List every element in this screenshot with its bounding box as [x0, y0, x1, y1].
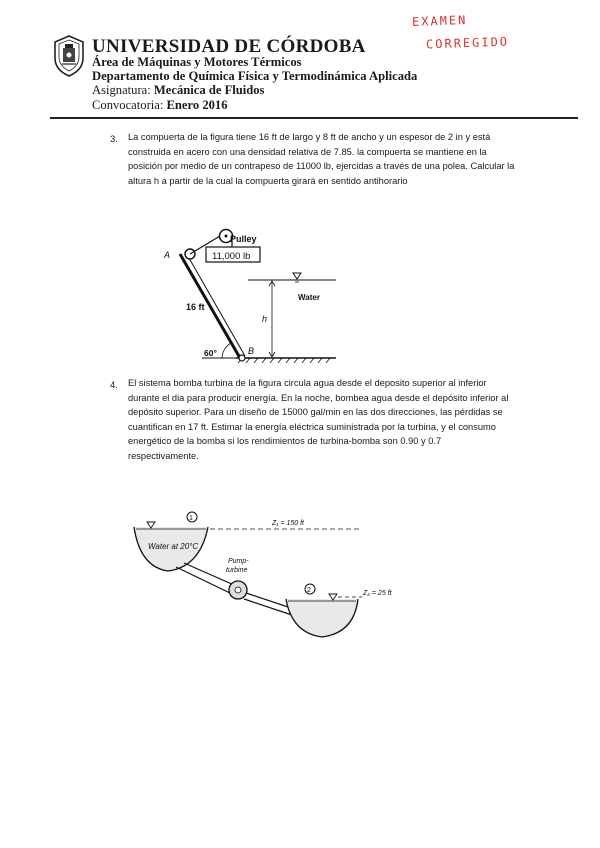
- height-label: h: [262, 314, 268, 324]
- stamp-corregido: CORREGIDO: [425, 34, 510, 52]
- water-temp-label: Water at 20°C: [148, 542, 199, 551]
- university-logo: [52, 34, 86, 78]
- z2-label: Z₂ = 25 ft: [363, 590, 392, 597]
- point-b-label: B: [248, 346, 255, 356]
- z1-label: Z₁ = 150 ft: [272, 520, 304, 527]
- call-value: Enero 2016: [166, 98, 228, 112]
- stamp-examen: EXAMEN: [411, 13, 468, 29]
- length-label: 16 ft: [186, 302, 205, 312]
- q4-line: energético de la bomba si los rendimientos de turbina-bomba son 0.90 y 0.7: [128, 436, 442, 447]
- question-4-number: 4.: [110, 380, 118, 391]
- weight-label: 11,000 lb: [212, 251, 251, 262]
- angle-label: 60°: [204, 348, 217, 358]
- pulley-label: Pulley: [230, 234, 257, 244]
- pump-label-line2: turbine: [226, 567, 248, 574]
- q4-line: depósito superior. Para un diseño de 15000 gal/min en las dos direcciones, las pérdidas se: [128, 407, 503, 418]
- q4-line: El sistema bomba turbina de la figura circula agua desde el deposito superior al inferior: [128, 378, 487, 388]
- header-rule: [50, 117, 578, 119]
- q3-line: La compuerta de la figura tiene 16 ft de largo y 8 ft de ancho y un espesor de 2 in y está: [128, 132, 491, 142]
- call-line: [92, 99, 228, 112]
- point-a-label: A: [164, 250, 171, 260]
- point-2-label: 2: [307, 587, 311, 594]
- department-name: Departamento de Química Física y Termodinámica Aplicada: [92, 69, 418, 83]
- q3-line: altura h a partir de la cual la compuerta girará en sentido antihorario: [128, 175, 408, 186]
- call-label: Convocatoria:: [92, 98, 164, 112]
- q3-line: construida en acero con una densidad relativa de 7.85. la compuerta se mantiene en la: [128, 146, 487, 157]
- subject-label: Asignatura:: [92, 83, 151, 97]
- point-1-label: 1: [189, 515, 193, 522]
- water-label: Water: [298, 293, 320, 302]
- pump-label-line1: Pump-: [228, 558, 249, 565]
- pump-turbine-figure: [130, 505, 410, 655]
- q4-line: cuantifican en 17 ft. Estimar la energía eléctrica suministrada por la turbina, y el consumo: [128, 421, 496, 432]
- gate-figure: [150, 218, 350, 368]
- subject-line: [92, 84, 264, 97]
- area-name: Área de Máquinas y Motores Térmicos: [92, 55, 302, 69]
- q4-line: durante el dia para producir energía. En la noche, bombea agua desde el depósito inferior al: [128, 392, 509, 403]
- question-3-number: 3.: [110, 134, 118, 145]
- q4-line: respectivamente.: [128, 450, 199, 461]
- q3-line: posición por medio de un contrapeso de 11000 lb, ejercidas a través de una polea. Calcular la: [128, 161, 515, 172]
- university-name: UNIVERSIDAD DE CÓRDOBA: [92, 36, 366, 57]
- question-3-text: [128, 130, 578, 188]
- subject-value: Mecánica de Fluidos: [153, 83, 265, 97]
- question-4-text: [128, 376, 578, 464]
